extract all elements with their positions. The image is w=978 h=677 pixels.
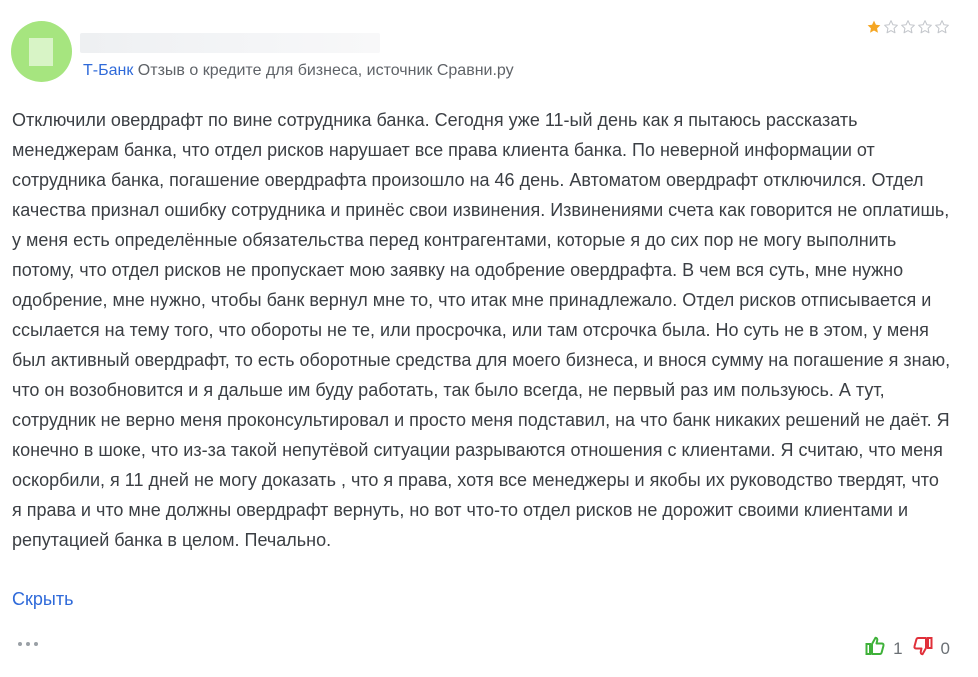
star-empty-icon	[883, 19, 899, 35]
author-name-redacted	[80, 33, 380, 53]
dot	[34, 642, 38, 646]
review-text: Отключили овердрафт по вине сотрудника банка. Сегодня уже 11-ый день как я пытаюсь рассказать менеджерам банка, что отдел рисков нарушает все права клиента банка. По неверной информации от сотрудника банка, погашение овердрафта произошло на 46 день. Автоматом овердрафт отключился. Отдел качества признал ошибку сотрудника и принёс свои извинения. Извинениями счета как говорится не оплатишь, у меня есть определённые обязательства перед контрагентами, которые я до сих пор не могу выполнить потому, что отдел рисков не пропускает мою заявку на одобрение овердрафта. В чем вся суть, мне нужно одобрение, мне нужно, чтобы банк вернул мне то, что итак мне принадлежало. Отдел рисков отписывается и ссылается на тему того, что обороты не те, или просрочка, или там отсрочка была. Но суть не в этом, у меня был активный овердрафт, то есть оборотные средства для моего бизнеса, и внося сумму на погашение я знаю, что он возобновится и я дальше им буду работать, так было всегда, не первый раз им пользуюсь. А тут, сотрудник не верно меня проконсультировал и просто меня подставил, на что банк никаких решений не даёт. Я конечно в шоке, что из-за такой непутёвой ситуации разрываются отношения с клиентами. Я считаю, что меня оскорбили, я 11 дней не могу доказать , что я права, хотя все менеджеры и якобы их руководство твердят, что я права и что мне должны овердрафт вернуть, но вот что-то отдел рисков не дорожит своими клиентами и репутацией банка в целом. Печально.	[12, 110, 951, 550]
votes	[865, 636, 950, 662]
more-dots-icon[interactable]	[16, 638, 40, 650]
avatar-placeholder-icon	[29, 38, 53, 66]
avatar	[11, 21, 72, 82]
rating-stars	[866, 19, 950, 35]
star-filled-icon	[866, 19, 882, 35]
review-meta	[83, 61, 514, 81]
review-source: Отзыв о кредите для бизнеса, источник Сравни.ру	[137, 62, 514, 79]
star-empty-icon	[900, 19, 916, 35]
thumbs-up-icon	[865, 636, 885, 662]
dislike-button[interactable]	[913, 636, 950, 662]
collapse-link[interactable]: Скрыть	[12, 589, 74, 609]
dot	[18, 642, 22, 646]
bank-name[interactable]: Т-Банк	[83, 62, 134, 79]
thumbs-down-icon	[913, 636, 933, 662]
dislike-count: 0	[940, 639, 950, 658]
dot	[26, 642, 30, 646]
star-empty-icon	[917, 19, 933, 35]
like-button[interactable]	[865, 636, 902, 662]
star-empty-icon	[934, 19, 950, 35]
like-count: 1	[893, 639, 903, 658]
